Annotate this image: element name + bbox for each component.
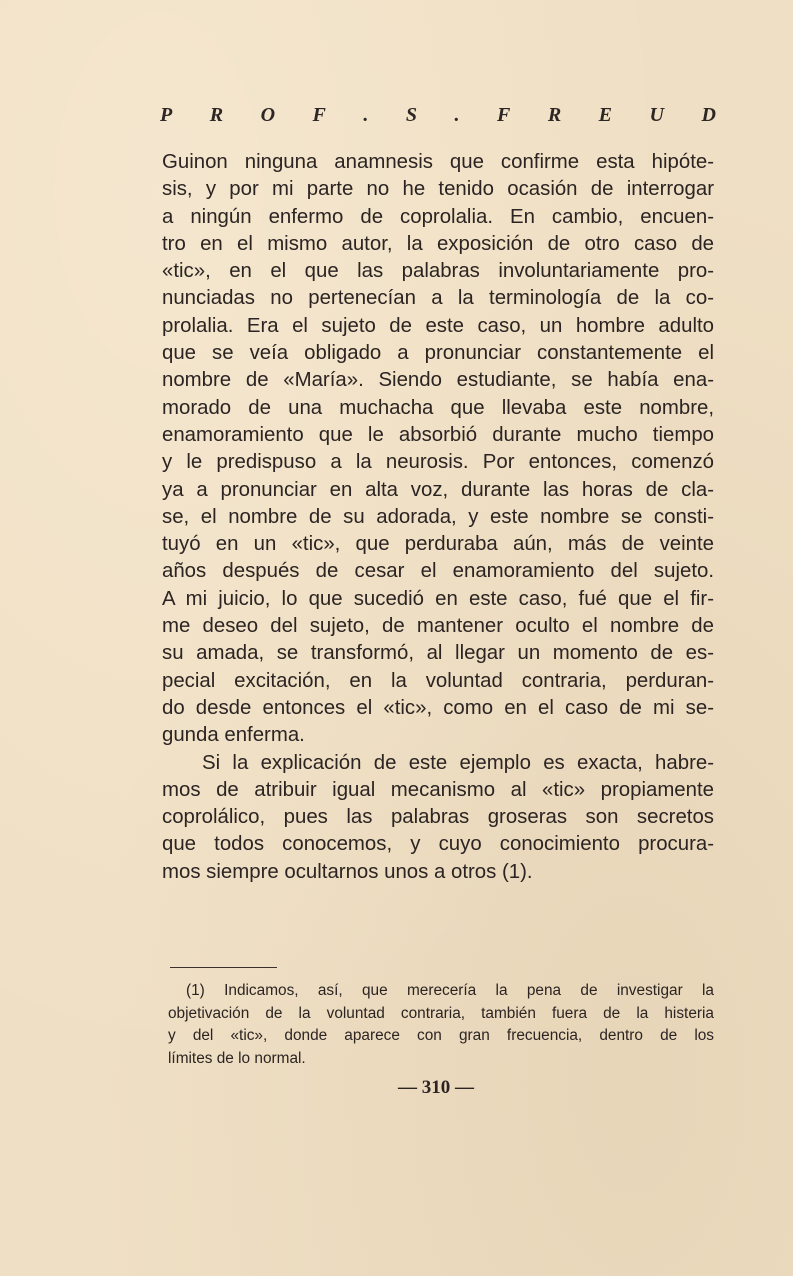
text-line: Si la explicación de este ejemplo es exacta, habre-: [202, 751, 714, 774]
running-head-letter: .: [363, 104, 369, 126]
running-head-letter: E: [598, 104, 613, 126]
footnote-line: objetivación de la voluntad contraria, también fuera de la histeria: [168, 1004, 714, 1022]
text-line: me deseo del sujeto, de mantener oculto el nombre de: [162, 615, 714, 638]
running-head-letter: O: [260, 104, 276, 126]
text-line: gunda enferma.: [162, 724, 305, 747]
running-head-letter: R: [209, 104, 224, 126]
text-line: nombre de «María». Siendo estudiante, se había ena-: [162, 369, 714, 392]
text-line: años después de cesar el enamoramiento del sujeto.: [162, 560, 714, 583]
running-head-letter: P: [160, 104, 173, 126]
text-line: do desde entonces el «tic», como en el caso de mi se-: [162, 696, 714, 719]
body-text: [162, 149, 714, 886]
running-head-letter: F: [312, 104, 326, 126]
footnote-line: límites de lo normal.: [168, 1049, 306, 1067]
footnote-line: (1) Indicamos, así, que merecería la pena de investigar la: [186, 982, 714, 999]
text-line: nunciadas no pertenecían a la terminología de la co-: [162, 287, 714, 310]
running-head-letter: S: [405, 104, 417, 126]
text-line: tro en el mismo autor, la exposición de otro caso de: [162, 232, 714, 255]
text-line: su amada, se transformó, al llegar un momento de es-: [162, 642, 714, 665]
text-line: pecial excitación, en la voluntad contraria, perduran-: [162, 669, 714, 692]
text-line: tuyó en un «tic», que perduraba aún, más de veinte: [162, 533, 714, 556]
text-line: que se veía obligado a pronunciar constantemente el: [162, 342, 714, 365]
text-line: Guinon ninguna anamnesis que confirme esta hipóte-: [162, 151, 714, 173]
text-line: morado de una muchacha que llevaba este nombre,: [162, 396, 714, 419]
text-line: A mi juicio, lo que sucedió en este caso, fué que el fir-: [162, 587, 714, 610]
page-number: — 310 —: [398, 1077, 474, 1098]
footnote-line: y del «tic», donde aparece con gran frecuencia, dentro de los: [168, 1027, 714, 1045]
footnote: [168, 980, 714, 1070]
text-line: ya a pronunciar en alta voz, durante las horas de cla-: [162, 478, 714, 501]
text-line: «tic», en el que las palabras involuntariamente pro-: [162, 260, 714, 283]
running-head-letter: .: [454, 104, 460, 126]
text-line: mos de atribuir igual mecanismo al «tic» propiamente: [162, 778, 714, 801]
running-head: [160, 104, 716, 127]
running-head-letter: D: [701, 104, 716, 126]
running-head-letter: U: [649, 104, 664, 126]
text-line: coprolálico, pues las palabras groseras son secretos: [162, 806, 714, 829]
running-head-letter: F: [496, 104, 511, 126]
text-line: se, el nombre de su adorada, y este nombre se consti-: [162, 505, 714, 528]
footnote-divider: [170, 967, 277, 968]
text-line: a ningún enfermo de coprolalia. En cambio, encuen-: [162, 205, 714, 228]
text-line: y le predispuso a la neurosis. Por entonces, comenzó: [162, 451, 714, 474]
text-line: prolalia. Era el sujeto de este caso, un hombre adulto: [162, 314, 714, 337]
text-line: que todos conocemos, y cuyo conocimiento procura-: [162, 833, 714, 856]
text-line: enamoramiento que le absorbió durante mucho tiempo: [162, 423, 714, 446]
running-head-letter: R: [547, 104, 562, 126]
text-line: mos siempre ocultarnos unos a otros (1).: [162, 860, 533, 883]
text-line: sis, y por mi parte no he tenido ocasión de interrogar: [162, 178, 714, 201]
